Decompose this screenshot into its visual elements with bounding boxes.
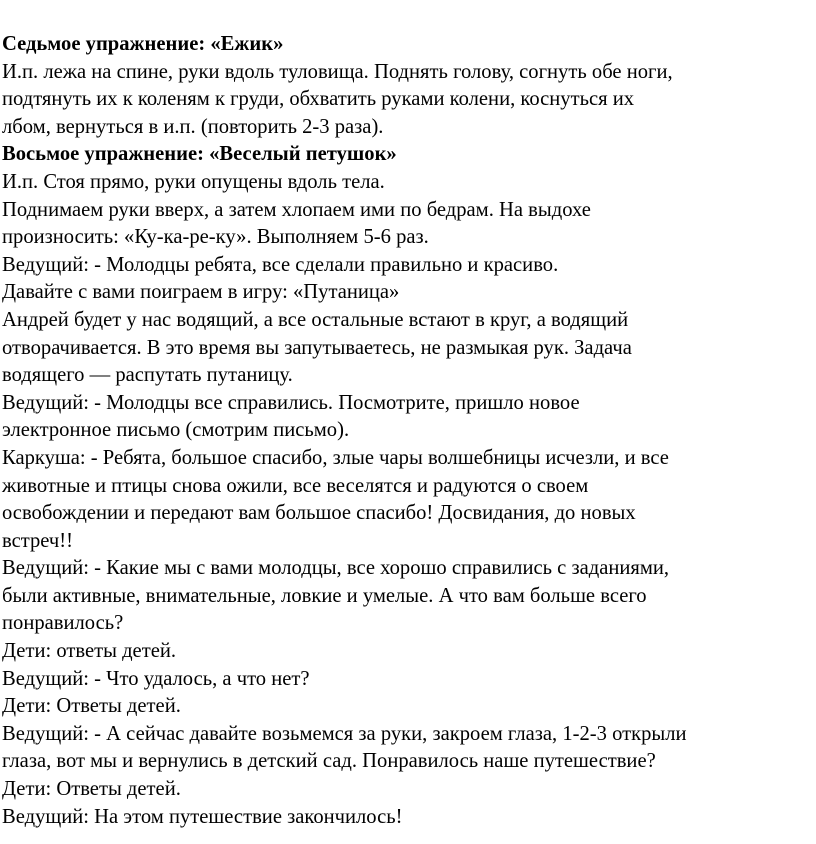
text-line: Ведущий: На этом путешествие закончилось! <box>2 805 403 828</box>
text-line: Ведущий: - Молодцы ребята, все сделали правильно и красиво. <box>2 253 559 276</box>
text-line: Ведущий: - Молодцы все справились. Посмотрите, пришло новое <box>2 391 580 414</box>
text-line: Ведущий: - А сейчас давайте возьмемся за руки, закроем глаза, 1-2-3 открыли <box>2 722 687 745</box>
text-line: понравилось? <box>2 612 124 635</box>
text-line: были активные, внимательные, ловкие и умелые. А что вам больше всего <box>2 584 647 607</box>
document-body <box>2 31 814 831</box>
text-line: лбом, вернуться в и.п. (повторить 2-3 раза). <box>2 115 384 138</box>
text-line: И.п. Стоя прямо, руки опущены вдоль тела. <box>2 170 385 193</box>
text-line: Дети: Ответы детей. <box>2 695 181 718</box>
text-line: Ведущий: - Что удалось, а что нет? <box>2 667 310 690</box>
text-line: Каркуша: - Ребята, большое спасибо, злые чары волшебницы исчезли, и все <box>2 446 669 469</box>
text-line: Давайте с вами поиграем в игру: «Путаница» <box>2 281 400 304</box>
text-line: подтянуть их к коленям к груди, обхватить руками колени, коснуться их <box>2 88 635 111</box>
text-line: Поднимаем руки вверх, а затем хлопаем ими по бедрам. На выдохе <box>2 198 591 221</box>
text-line: Дети: ответы детей. <box>2 640 177 663</box>
text-line: водящего — распутать путаницу. <box>2 364 293 387</box>
text-line: произносить: «Ку-ка-ре-ку». Выполняем 5-6 раз. <box>2 226 429 249</box>
text-line: Андрей будет у нас водящий, а все остальные встают в круг, а водящий <box>2 308 629 331</box>
text-line: встреч!! <box>2 529 73 552</box>
text-line: Дети: Ответы детей. <box>2 778 181 801</box>
text-line: И.п. лежа на спине, руки вдоль туловища. Поднять голову, согнуть обе ноги, <box>2 60 673 83</box>
text-line: освобождении и передают вам большое спасибо! Досвидания, до новых <box>2 502 636 525</box>
text-line: Ведущий: - Какие мы с вами молодцы, все хорошо справились с заданиями, <box>2 557 670 580</box>
text-line: глаза, вот мы и вернулись в детский сад. Понравилось наше путешествие? <box>2 750 656 773</box>
heading-exercise-7: Седьмое упражнение: «Ежик» <box>2 33 284 55</box>
text-line: животные и птицы снова ожили, все веселятся и радуются о своем <box>2 474 589 497</box>
heading-exercise-8: Восьмое упражнение: «Веселый петушок» <box>2 143 397 166</box>
text-line: электронное письмо (смотрим письмо). <box>2 419 350 442</box>
text-line: отворачивается. В это время вы запутываетесь, не размыкая рук. Задача <box>2 336 632 359</box>
